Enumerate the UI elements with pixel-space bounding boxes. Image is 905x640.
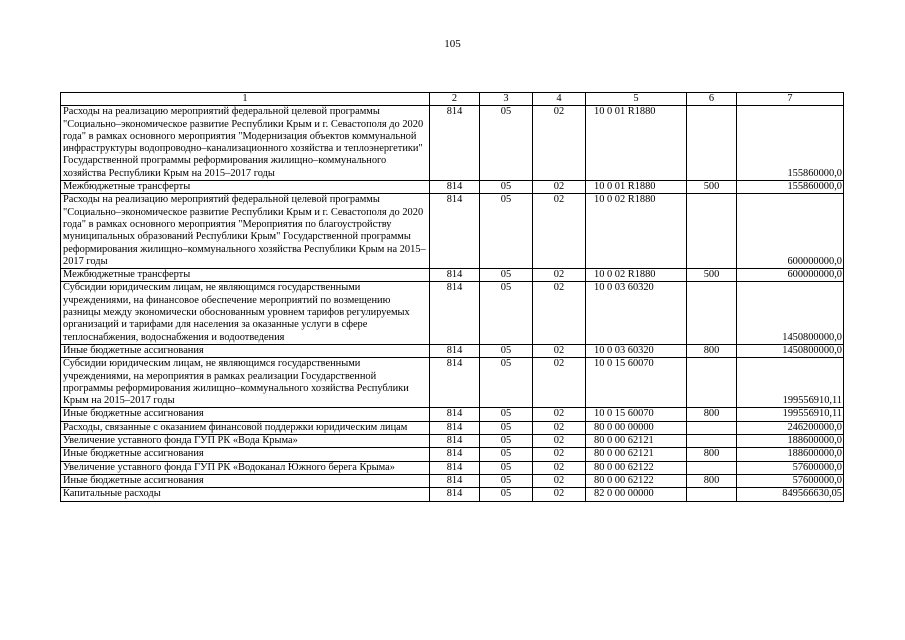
row-section: 05 bbox=[480, 344, 533, 357]
row-name: Субсидии юридическим лицам, не являющимся государственными учреждениями, на мероприятия в рамках реализации Государственной программы реформирования жилищно–коммунального хозяйства Республики Крым на 2015–2017 годы bbox=[61, 358, 430, 408]
row-target-code: 80 0 00 62121 bbox=[586, 448, 687, 461]
table-row bbox=[61, 488, 844, 501]
row-name: Увеличение уставного фонда ГУП РК «Водоканал Южного берега Крыма» bbox=[61, 461, 430, 474]
row-section: 05 bbox=[480, 474, 533, 487]
row-name: Расходы на реализацию мероприятий федеральной целевой программы "Социально–экономическое развитие Республики Крым и г. Севастополя до 2020 года" в рамках основного мероприятия "Модернизация объектов коммунальной инфраструктуры водопроводно–канализационного хозяйства и теплоэнергетики" Государственной программы реформирования жилищно–коммунального хозяйства Республики Крым на 2015–2017 годы bbox=[61, 106, 430, 181]
row-name: Капитальные расходы bbox=[61, 488, 430, 501]
row-subsection: 02 bbox=[533, 344, 586, 357]
row-target-code: 10 0 01 R1880 bbox=[586, 106, 687, 181]
row-ministry-code: 814 bbox=[430, 408, 480, 421]
table-row bbox=[61, 106, 844, 181]
row-expense-type: 500 bbox=[687, 181, 737, 194]
row-target-code: 10 0 03 60320 bbox=[586, 344, 687, 357]
row-section: 05 bbox=[480, 448, 533, 461]
row-name: Иные бюджетные ассигнования bbox=[61, 344, 430, 357]
row-expense-type bbox=[687, 488, 737, 501]
table-row bbox=[61, 474, 844, 487]
row-section: 05 bbox=[480, 106, 533, 181]
row-ministry-code: 814 bbox=[430, 269, 480, 282]
header-cell: 5 bbox=[586, 93, 687, 106]
header-cell: 2 bbox=[430, 93, 480, 106]
row-ministry-code: 814 bbox=[430, 461, 480, 474]
row-subsection: 02 bbox=[533, 461, 586, 474]
row-name: Межбюджетные трансферты bbox=[61, 269, 430, 282]
row-name: Субсидии юридическим лицам, не являющимся государственными учреждениями, на финансовое обеспечение мероприятий по возмещению разницы между экономически обоснованным уровнем тарифов регулируемых организаций и тарифами для населения за оказанные услуги в сфере теплоснабжения, водоснабжения и водоотведения bbox=[61, 282, 430, 344]
row-amount: 246200000,0 bbox=[737, 421, 844, 434]
table-row bbox=[61, 358, 844, 408]
table-row bbox=[61, 435, 844, 448]
row-expense-type bbox=[687, 461, 737, 474]
row-expense-type bbox=[687, 282, 737, 344]
row-amount: 600000000,0 bbox=[737, 194, 844, 269]
header-cell: 7 bbox=[737, 93, 844, 106]
row-amount: 849566630,05 bbox=[737, 488, 844, 501]
table-row bbox=[61, 344, 844, 357]
row-section: 05 bbox=[480, 269, 533, 282]
row-section: 05 bbox=[480, 181, 533, 194]
row-section: 05 bbox=[480, 421, 533, 434]
row-ministry-code: 814 bbox=[430, 344, 480, 357]
row-ministry-code: 814 bbox=[430, 435, 480, 448]
row-amount: 155860000,0 bbox=[737, 106, 844, 181]
row-ministry-code: 814 bbox=[430, 448, 480, 461]
table-row bbox=[61, 269, 844, 282]
header-row bbox=[61, 93, 844, 106]
row-ministry-code: 814 bbox=[430, 488, 480, 501]
table-row bbox=[61, 421, 844, 434]
row-ministry-code: 814 bbox=[430, 181, 480, 194]
row-section: 05 bbox=[480, 282, 533, 344]
table-row bbox=[61, 461, 844, 474]
row-amount: 188600000,0 bbox=[737, 448, 844, 461]
row-expense-type bbox=[687, 194, 737, 269]
row-section: 05 bbox=[480, 194, 533, 269]
row-subsection: 02 bbox=[533, 194, 586, 269]
row-expense-type bbox=[687, 421, 737, 434]
table-row bbox=[61, 282, 844, 344]
header-cell: 4 bbox=[533, 93, 586, 106]
row-amount: 199556910,11 bbox=[737, 358, 844, 408]
row-amount: 199556910,11 bbox=[737, 408, 844, 421]
row-ministry-code: 814 bbox=[430, 106, 480, 181]
row-expense-type bbox=[687, 435, 737, 448]
header-cell: 6 bbox=[687, 93, 737, 106]
row-subsection: 02 bbox=[533, 488, 586, 501]
row-target-code: 10 0 01 R1880 bbox=[586, 181, 687, 194]
table-row bbox=[61, 448, 844, 461]
row-target-code: 80 0 00 62122 bbox=[586, 461, 687, 474]
page-number: 105 bbox=[444, 38, 461, 50]
row-subsection: 02 bbox=[533, 408, 586, 421]
row-section: 05 bbox=[480, 461, 533, 474]
row-expense-type: 800 bbox=[687, 408, 737, 421]
row-subsection: 02 bbox=[533, 282, 586, 344]
row-target-code: 10 0 02 R1880 bbox=[586, 269, 687, 282]
header-cell: 1 bbox=[61, 93, 430, 106]
row-target-code: 80 0 00 62122 bbox=[586, 474, 687, 487]
row-ministry-code: 814 bbox=[430, 282, 480, 344]
row-subsection: 02 bbox=[533, 358, 586, 408]
row-expense-type bbox=[687, 106, 737, 181]
row-expense-type: 800 bbox=[687, 344, 737, 357]
table-row bbox=[61, 408, 844, 421]
row-expense-type: 800 bbox=[687, 448, 737, 461]
table-row bbox=[61, 194, 844, 269]
row-subsection: 02 bbox=[533, 435, 586, 448]
row-name: Расходы, связанные с оказанием финансовой поддержки юридическим лицам bbox=[61, 421, 430, 434]
budget-table bbox=[60, 92, 844, 502]
row-section: 05 bbox=[480, 358, 533, 408]
row-amount: 1450800000,0 bbox=[737, 344, 844, 357]
row-subsection: 02 bbox=[533, 106, 586, 181]
row-amount: 57600000,0 bbox=[737, 461, 844, 474]
row-name: Расходы на реализацию мероприятий федеральной целевой программы "Социально–экономическое развитие Республики Крым и г. Севастополя до 2020 года" в рамках основного мероприятия "Мероприятия по благоустройству муниципальных образований Республики Крым" Государственной программы реформирования жилищно–коммунального хозяйства Республики Крым на 2015–2017 годы bbox=[61, 194, 430, 269]
row-section: 05 bbox=[480, 435, 533, 448]
row-target-code: 80 0 00 62121 bbox=[586, 435, 687, 448]
row-subsection: 02 bbox=[533, 474, 586, 487]
row-target-code: 82 0 00 00000 bbox=[586, 488, 687, 501]
table-row bbox=[61, 181, 844, 194]
row-name: Иные бюджетные ассигнования bbox=[61, 408, 430, 421]
header-cell: 3 bbox=[480, 93, 533, 106]
row-subsection: 02 bbox=[533, 181, 586, 194]
row-expense-type: 800 bbox=[687, 474, 737, 487]
row-section: 05 bbox=[480, 408, 533, 421]
row-ministry-code: 814 bbox=[430, 421, 480, 434]
row-name: Межбюджетные трансферты bbox=[61, 181, 430, 194]
row-subsection: 02 bbox=[533, 269, 586, 282]
row-amount: 600000000,0 bbox=[737, 269, 844, 282]
row-amount: 1450800000,0 bbox=[737, 282, 844, 344]
row-subsection: 02 bbox=[533, 421, 586, 434]
row-ministry-code: 814 bbox=[430, 358, 480, 408]
row-target-code: 10 0 15 60070 bbox=[586, 358, 687, 408]
row-target-code: 10 0 15 60070 bbox=[586, 408, 687, 421]
row-ministry-code: 814 bbox=[430, 474, 480, 487]
row-target-code: 10 0 03 60320 bbox=[586, 282, 687, 344]
row-name: Иные бюджетные ассигнования bbox=[61, 448, 430, 461]
row-name: Иные бюджетные ассигнования bbox=[61, 474, 430, 487]
row-expense-type bbox=[687, 358, 737, 408]
row-amount: 57600000,0 bbox=[737, 474, 844, 487]
row-amount: 155860000,0 bbox=[737, 181, 844, 194]
row-target-code: 10 0 02 R1880 bbox=[586, 194, 687, 269]
row-subsection: 02 bbox=[533, 448, 586, 461]
row-name: Увеличение уставного фонда ГУП РК «Вода Крыма» bbox=[61, 435, 430, 448]
row-amount: 188600000,0 bbox=[737, 435, 844, 448]
row-expense-type: 500 bbox=[687, 269, 737, 282]
row-ministry-code: 814 bbox=[430, 194, 480, 269]
row-section: 05 bbox=[480, 488, 533, 501]
row-target-code: 80 0 00 00000 bbox=[586, 421, 687, 434]
